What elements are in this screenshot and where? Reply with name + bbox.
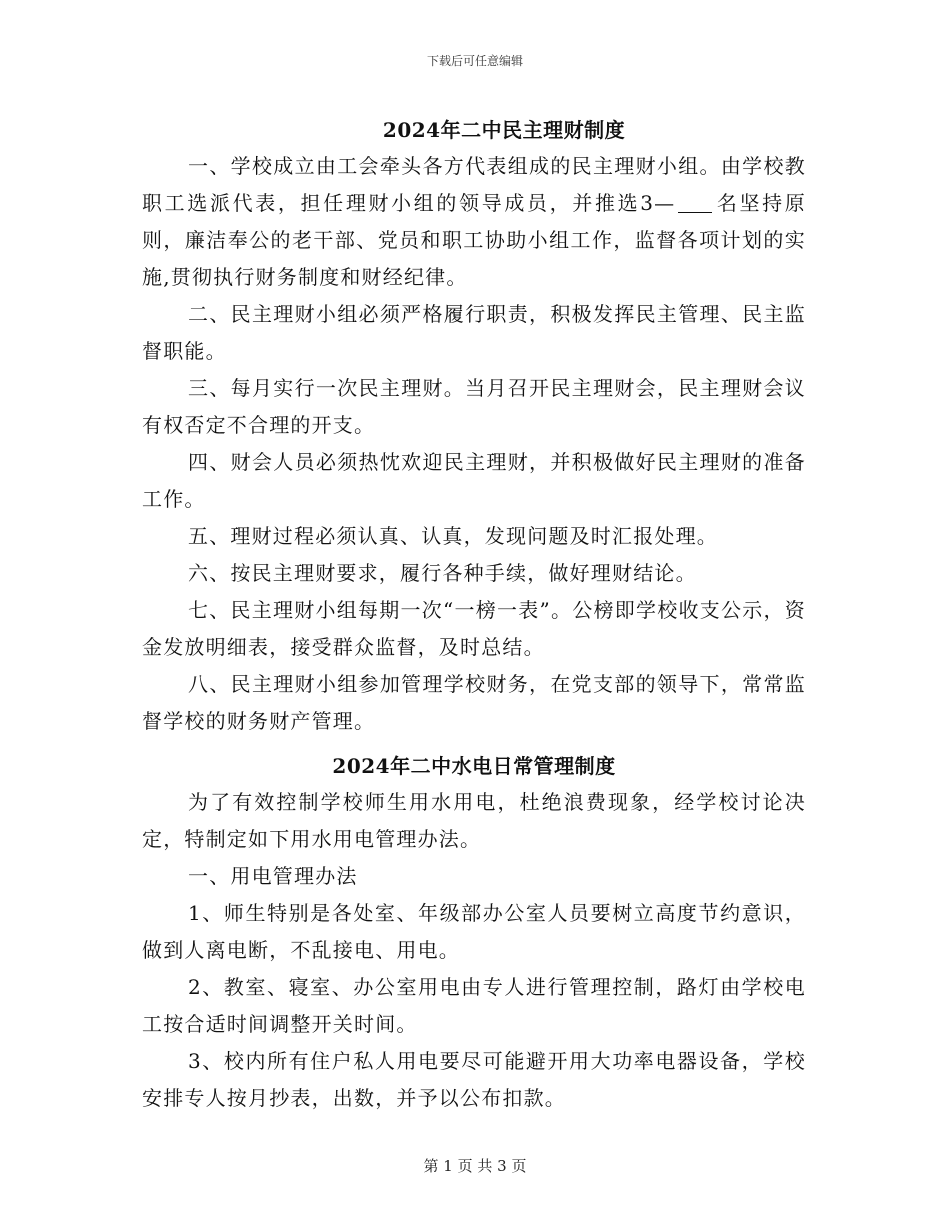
- section2-paragraph-5: 3、校内所有住户私人用电要尽可能避开用大功率电器设备，学校安排专人按月抄表，出数，并予以公布扣款。: [142, 1049, 806, 1110]
- section1-paragraph-1: [142, 148, 806, 296]
- section1-paragraph-6: 六、按民主理财要求，履行各种手续，做好理财结论。: [188, 561, 697, 585]
- fill-in-blank: [678, 192, 712, 213]
- document-body: [142, 112, 806, 1117]
- section1-p1-part-b: 名坚持原则，廉洁奉公的老干部、党员和职工协助小组工作，监督各项计划的实施,贯彻执行财务制度和财经纪律。: [142, 191, 806, 289]
- section1-paragraph-3: 三、每月实行一次民主理财。当月召开民主理财会，民主理财会议有权否定不合理的开支。: [142, 376, 806, 437]
- section2-paragraph-4: 2、教室、寝室、办公室用电由专人进行管理控制，路灯由学校电工按合适时间调整开关时间。: [142, 975, 806, 1036]
- section2-paragraph-1: 为了有效控制学校师生用水用电，杜绝浪费现象，经学校讨论决定，特制定如下用水用电管理办法。: [142, 790, 806, 851]
- section2-paragraph-2: 一、用电管理办法: [188, 864, 358, 888]
- section1-paragraph-2: 二、民主理财小组必须严格履行职责，积极发挥民主管理、民主监督职能。: [142, 302, 806, 363]
- section1-title: 2024年二中民主理财制度: [382, 118, 626, 142]
- section1-paragraph-5: 五、理财过程必须认真、认真，发现问题及时汇报处理。: [188, 524, 718, 548]
- page-number-footer: 第 1 页 共 3 页: [423, 1157, 527, 1175]
- section2-paragraph-3: 1、师生特别是各处室、年级部办公室人员要树立高度节约意识，做到人离电断，不乱接电、用电。: [142, 901, 806, 962]
- section1-paragraph-8: 八、民主理财小组参加管理学校财务，在党支部的领导下，常常监督学校的财务财产管理。: [142, 672, 806, 733]
- section1-paragraph-7: 七、民主理财小组每期一次“一榜一表”。公榜即学校收支公示，资金发放明细表，接受群众监督，及时总结。: [142, 598, 806, 659]
- section2-title: 2024年二中水电日常管理制度: [332, 754, 616, 778]
- section1-p1-part-a: 一、学校成立由工会牵头各方代表组成的民主理财小组。由学校教职工选派代表，担任理财小组的领导成员，并推选3—: [142, 154, 806, 215]
- section1-paragraph-4: 四、财会人员必须热忱欢迎民主理财，并积极做好民主理财的准备工作。: [142, 450, 806, 511]
- header-note: 下载后可任意编辑: [426, 54, 523, 68]
